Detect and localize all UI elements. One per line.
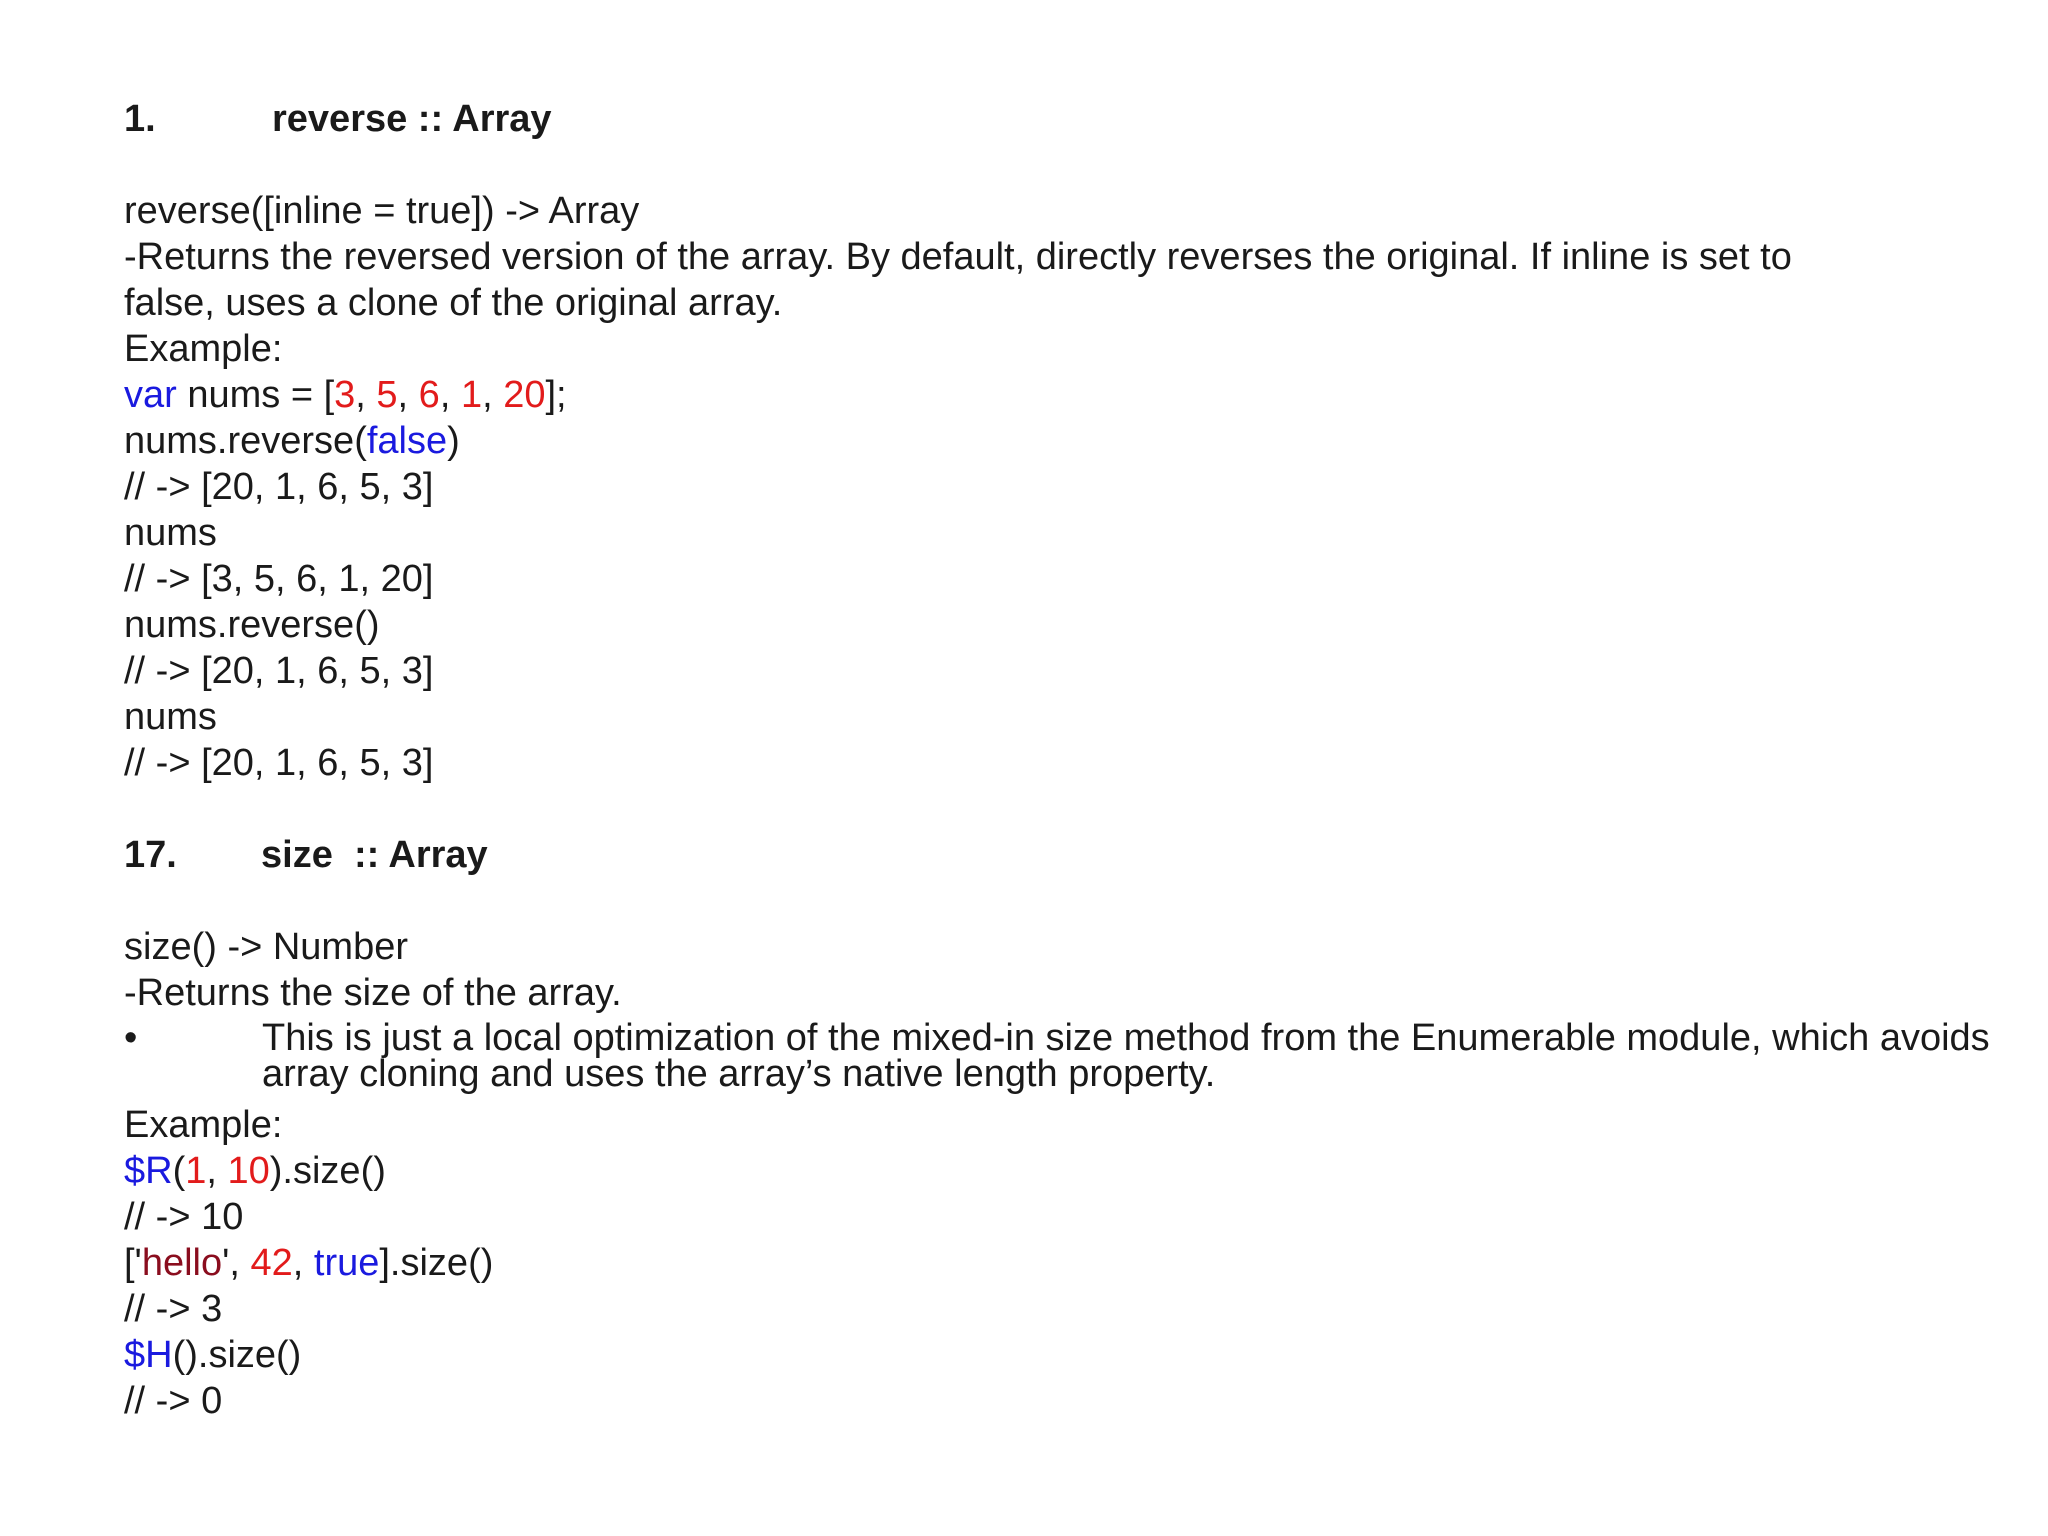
section-1-title: reverse :: Array [272, 98, 552, 140]
section-17-number: 17. [124, 834, 177, 876]
code-text: ]; [545, 374, 567, 416]
reverse-description-line-2: false, uses a clone of the original array. [124, 282, 783, 324]
reverse-example-label: Example: [124, 328, 283, 370]
code-keyword: true [313, 1242, 380, 1284]
section-17-title: size :: Array [261, 834, 488, 876]
code-text: , [439, 374, 461, 416]
reverse-description-line-1: -Returns the reversed version of the array. By default, directly reverses the original. If inline is set to [124, 236, 1792, 278]
code-text: , [397, 374, 419, 416]
code-number: 6 [418, 374, 440, 416]
section-17-heading [124, 832, 488, 878]
section-1-number: 1. [124, 98, 156, 140]
size-description: -Returns the size of the array. [124, 972, 622, 1014]
code-line [124, 418, 460, 464]
code-keyword: false [366, 420, 448, 462]
code-text: nums.reverse( [124, 420, 367, 462]
code-text: ().size() [172, 1334, 302, 1376]
code-line: // -> 0 [124, 1380, 223, 1422]
code-line: // -> [20, 1, 6, 5, 3] [124, 650, 434, 692]
code-text: ].size() [379, 1242, 494, 1284]
code-text: , [206, 1150, 228, 1192]
code-line: // -> 10 [124, 1196, 244, 1238]
code-text: ( [172, 1150, 186, 1192]
bullet-item [124, 1017, 1990, 1098]
code-line [124, 1240, 493, 1286]
code-line: // -> [20, 1, 6, 5, 3] [124, 742, 434, 784]
code-keyword: $H [124, 1334, 173, 1376]
code-text: , [355, 374, 377, 416]
code-line: // -> 3 [124, 1288, 223, 1330]
code-line [124, 1148, 386, 1194]
bullet-symbol: • [124, 1017, 138, 1059]
code-line: nums [124, 512, 217, 554]
code-text: nums = [ [176, 374, 335, 416]
bullet-text: This is just a local optimization of the mixed-in size method from the Enumerable module, which avoids array cloning and uses the array’s native length property. [262, 1017, 1990, 1095]
code-number: 3 [334, 374, 356, 416]
section-1-heading [124, 96, 552, 142]
code-text: ', [222, 1242, 251, 1284]
code-keyword: $R [124, 1150, 173, 1192]
code-line: // -> [3, 5, 6, 1, 20] [124, 558, 434, 600]
code-number: 5 [376, 374, 398, 416]
code-text: ).size() [269, 1150, 386, 1192]
reverse-signature: reverse([inline = true]) -> Array [124, 190, 640, 232]
code-number: 20 [503, 374, 546, 416]
size-example-label: Example: [124, 1104, 283, 1146]
code-number: 10 [227, 1150, 270, 1192]
size-signature: size() -> Number [124, 926, 408, 968]
code-number: 1 [185, 1150, 207, 1192]
code-line: // -> [20, 1, 6, 5, 3] [124, 466, 434, 508]
code-line: nums.reverse() [124, 604, 380, 646]
code-line [124, 372, 567, 418]
code-string: hello [141, 1242, 223, 1284]
code-line [124, 1332, 301, 1378]
code-text: , [292, 1242, 314, 1284]
code-text: , [482, 374, 504, 416]
code-text: [' [124, 1242, 142, 1284]
code-line: nums [124, 696, 217, 738]
code-number: 1 [460, 374, 483, 416]
code-keyword: var [124, 374, 177, 416]
code-number: 42 [250, 1242, 293, 1284]
code-text: ) [447, 420, 460, 462]
